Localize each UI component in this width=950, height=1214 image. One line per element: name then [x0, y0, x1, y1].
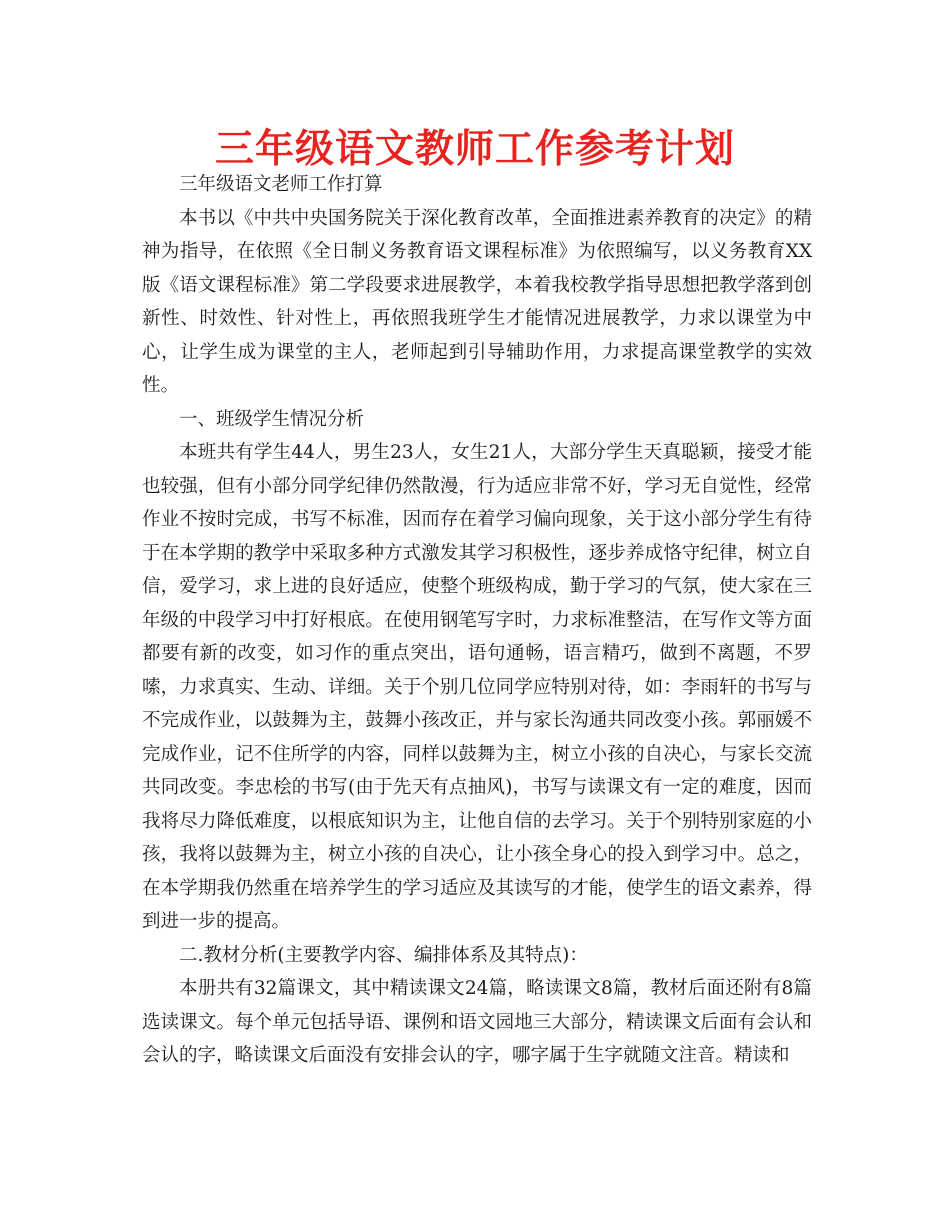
document-body: [142, 168, 812, 1073]
paragraph-class-analysis: 本班共有学生44人，男生23人，女生21人，大部分学生天真聪颖，接受才能也较强，但有小部分同学纪律仍然散漫，行为适应非常不好，学习无自觉性，经常作业不按时完成，书写不标准，因而存在着学习偏向现象，关于这小部分学生有待于在本学期的教学中采取多种方式激发其学习积极性，逐步养成恪守纪律，树立自信，爱学习，求上进的良好适应，使整个班级构成，勤于学习的气氛，使大家在三年级的中段学习中打好根底。在使用钢笔写字时，力求标准整洁，在写作文等方面都要有新的改变，如习作的重点突出，语句通畅，语言精巧，做到不离题，不罗嗦，力求真实、生动、详细。关于个别几位同学应特别对待，如：李雨轩的书写与不完成作业，以鼓舞为主，鼓舞小孩改正，并与家长沟通共同改变小孩。郭丽媛不完成作业，记不住所学的内容，同样以鼓舞为主，树立小孩的自决心，与家长交流共同改变。李忠桧的书写(由于先天有点抽风)，书写与读课文有一定的难度，因而我将尽力降低难度，以根底知识为主，让他自信的去学习。关于个别特别家庭的小孩，我将以鼓舞为主，树立小孩的自决心，让小孩全身心的投入到学习中。总之，在本学期我仍然重在培养学生的学习适应及其读写的才能，使学生的语文素养，得到进一步的提高。: [142, 442, 812, 932]
paragraph-subtitle: 三年级语文老师工作打算: [179, 174, 383, 195]
section-heading-textbook-analysis: 二.教材分析(主要教学内容、编排体系及其特点)：: [179, 944, 588, 966]
paragraph-textbook-analysis: 本册共有32篇课文，其中精读课文24篇，略读课文8篇，教材后面还附有8篇选读课文。每个单元包括导语、课例和语文园地三大部分，精读课文后面有会认和会认的字，略读课文后面没有安排会认的字，哪字属于生字就随文注音。精读和: [142, 978, 812, 1066]
paragraph-intro: 本书以《中共中央国务院关于深化教育改革，全面推进素养教育的决定》的精神为指导，在依照《全日制义务教育语文课程标准》为依照编写，以义务教育XX版《语文课程标准》第二学段要求进展教学，本着我校教学指导思想把教学落到创新性、时效性、针对性上，再依照我班学生才能情况进展教学，力求以课堂为中心，让学生成为课堂的主人，老师起到引导辅助作用，力求提高课堂教学的实效性。: [142, 207, 812, 396]
document-title: 三年级语文教师工作参考计划: [214, 126, 735, 172]
section-heading-class-analysis: 一、班级学生情况分析: [179, 408, 365, 430]
